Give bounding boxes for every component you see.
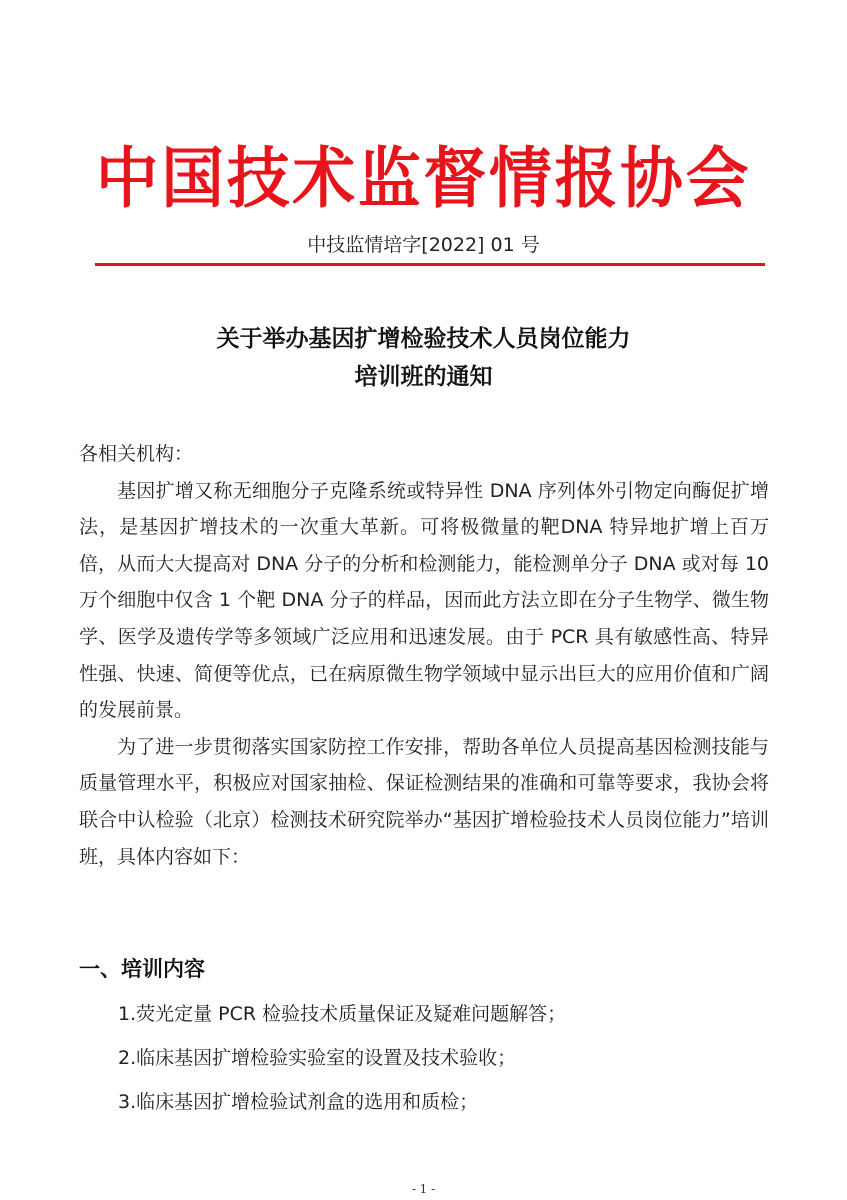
- document-number: 中技监情培字[2022] 01 号: [307, 234, 540, 256]
- notice-body: [79, 436, 769, 875]
- body-paragraph-1: 基因扩增又称无细胞分子克隆系统或特异性 DNA 序列体外引物定向酶促扩增法，是基因扩增技术的一次重大革新。可将极微量的靶DNA 特异地扩增上百万倍，从而大大提高对 DNA 分子的分析和检测能力，能检测单分子 DNA 或对每 10 万个细胞中仅含 1 个靶 DNA 分子的样品，因而此方法立即在分子生物学、微生物学、医学及遗传学等多领域广泛应用和迅速发展。由于 PCR 具有敏感性高、特异性强、快速、简便等优点，已在病原微生物学领域中显示出巨大的应用价值和广阔的发展前景。: [79, 479, 769, 722]
- training-content-list: [118, 992, 768, 1124]
- red-divider-line: [95, 263, 765, 266]
- salutation: 各相关机构：: [79, 443, 194, 465]
- org-name-header: 中国技术监督情报协会: [95, 139, 752, 217]
- page-number: - 1 -: [411, 1182, 436, 1196]
- notice-title-line-1: 关于举办基因扩增检验技术人员岗位能力: [216, 325, 631, 352]
- notice-title: [0, 320, 847, 396]
- list-item: 1.荧光定量 PCR 检验技术质量保证及疑难问题解答；: [118, 1003, 567, 1025]
- list-item: 2.临床基因扩增检验实验室的设置及技术验收；: [118, 1047, 517, 1069]
- notice-title-line-2: 培训班的通知: [354, 363, 493, 390]
- list-item: 3.临床基因扩增检验试剂盒的选用和质检；: [118, 1091, 479, 1113]
- body-paragraph-2: 为了进一步贯彻落实国家防控工作安排，帮助各单位人员提高基因检测技能与质量管理水平，积极应对国家抽检、保证检测结果的准确和可靠等要求，我协会将联合中认检验（北京）检测技术研究院举办“基因扩增检验技术人员岗位能力”培训班，具体内容如下：: [79, 735, 769, 868]
- section-heading-training-content: 一、培训内容: [79, 956, 205, 981]
